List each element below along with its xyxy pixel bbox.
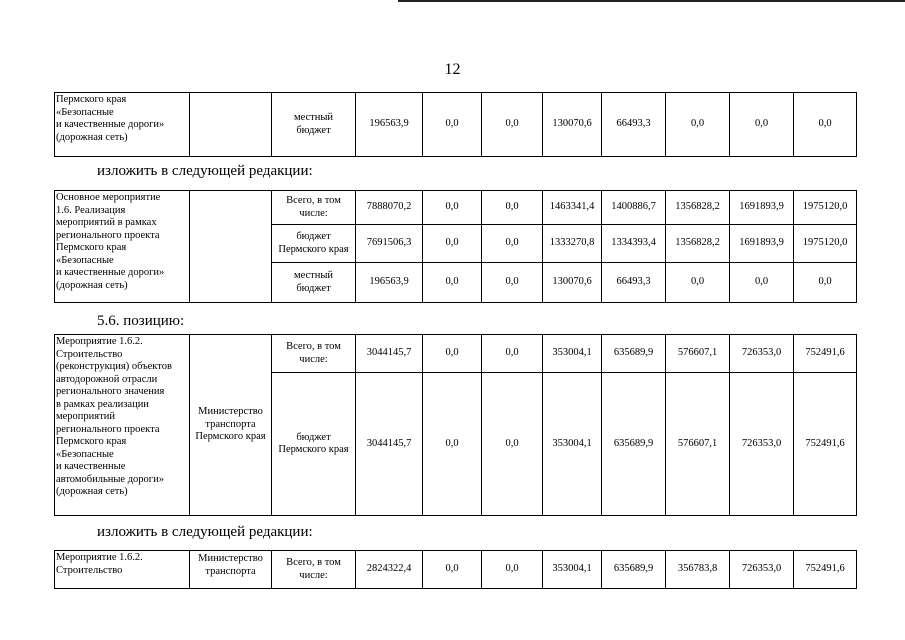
value-cell: 0,0 [482,373,543,516]
value-cell: 0,0 [482,191,543,225]
value-cell: 0,0 [423,93,482,157]
value-cell: 3044145,7 [356,373,423,516]
value-cell: 196563,9 [356,263,423,303]
source-cell: Всего, в том числе: [272,335,356,373]
value-cell: 0,0 [423,225,482,263]
value-cell: 0,0 [794,93,857,157]
edit-instruction: изложить в следующей редакции: [97,524,313,540]
event-name-cell: Основное мероприятие 1.6. Реализация мероприятий в рамках регионального проекта Пермского края «Безопасные и качественные дороги» (дорожная сеть) [55,191,190,303]
value-cell: 726353,0 [730,373,794,516]
value-cell: 0,0 [482,263,543,303]
value-cell: 752491,6 [794,551,857,589]
value-cell: 726353,0 [730,335,794,373]
value-cell: 7691506,3 [356,225,423,263]
value-cell: 66493,3 [602,263,666,303]
executor-cell [190,191,272,303]
edit-instruction: изложить в следующей редакции: [97,163,313,179]
value-cell: 1333270,8 [543,225,602,263]
value-cell: 0,0 [482,335,543,373]
value-cell: 0,0 [423,551,482,589]
value-cell: 1463341,4 [543,191,602,225]
value-cell: 576607,1 [666,373,730,516]
source-cell: бюджет Пермского края [272,373,356,516]
event-name-cell: Пермского края «Безопасные и качественные дороги» (дорожная сеть) [55,93,190,157]
value-cell: 0,0 [730,93,794,157]
value-cell: 0,0 [794,263,857,303]
value-cell: 0,0 [482,225,543,263]
value-cell: 196563,9 [356,93,423,157]
executor-cell: Министерство транспорта Пермского края [190,335,272,516]
value-cell: 353004,1 [543,551,602,589]
value-cell: 7888070,2 [356,191,423,225]
table-new-version-2 [54,550,857,589]
value-cell: 1975120,0 [794,225,857,263]
source-cell: бюджет Пермского края [272,225,356,263]
value-cell: 353004,1 [543,373,602,516]
value-cell: 0,0 [482,93,543,157]
value-cell: 1691893,9 [730,225,794,263]
value-cell: 1356828,2 [666,191,730,225]
value-cell: 0,0 [423,263,482,303]
executor-cell: Министерство транспорта [190,551,272,589]
source-cell: Всего, в том числе: [272,191,356,225]
value-cell: 0,0 [730,263,794,303]
value-cell: 635689,9 [602,551,666,589]
value-cell: 66493,3 [602,93,666,157]
value-cell: 2824322,4 [356,551,423,589]
value-cell: 0,0 [666,263,730,303]
table-fragment [54,92,857,157]
value-cell: 3044145,7 [356,335,423,373]
source-cell: Всего, в том числе: [272,551,356,589]
value-cell: 1400886,7 [602,191,666,225]
value-cell: 130070,6 [543,263,602,303]
value-cell: 0,0 [482,551,543,589]
value-cell: 726353,0 [730,551,794,589]
value-cell: 1356828,2 [666,225,730,263]
value-cell: 752491,6 [794,373,857,516]
value-cell: 1691893,9 [730,191,794,225]
value-cell: 0,0 [423,191,482,225]
page-number: 12 [444,61,461,78]
value-cell: 130070,6 [543,93,602,157]
value-cell: 635689,9 [602,335,666,373]
value-cell: 1975120,0 [794,191,857,225]
value-cell: 353004,1 [543,335,602,373]
value-cell: 752491,6 [794,335,857,373]
value-cell: 576607,1 [666,335,730,373]
value-cell: 0,0 [423,335,482,373]
table-new-version-1 [54,190,857,303]
value-cell: 356783,8 [666,551,730,589]
executor-cell [190,93,272,157]
source-cell: местный бюджет [272,263,356,303]
event-name-cell: Мероприятие 1.6.2. Строительство [55,551,190,589]
value-cell: 635689,9 [602,373,666,516]
position-heading: 5.6. позицию: [97,313,185,329]
value-cell: 0,0 [666,93,730,157]
value-cell: 1334393,4 [602,225,666,263]
event-name-cell: Мероприятие 1.6.2. Строительство (реконструкция) объектов автодорожной отрасли регионального значения в рамках реализации мероприятий регионального проекта Пермского края «Безопасные и качественные автомобильные дороги» (дорожная сеть) [55,335,190,516]
table-position-5-6 [54,334,857,516]
scan-top-line [398,0,905,2]
value-cell: 0,0 [423,373,482,516]
source-cell: местный бюджет [272,93,356,157]
